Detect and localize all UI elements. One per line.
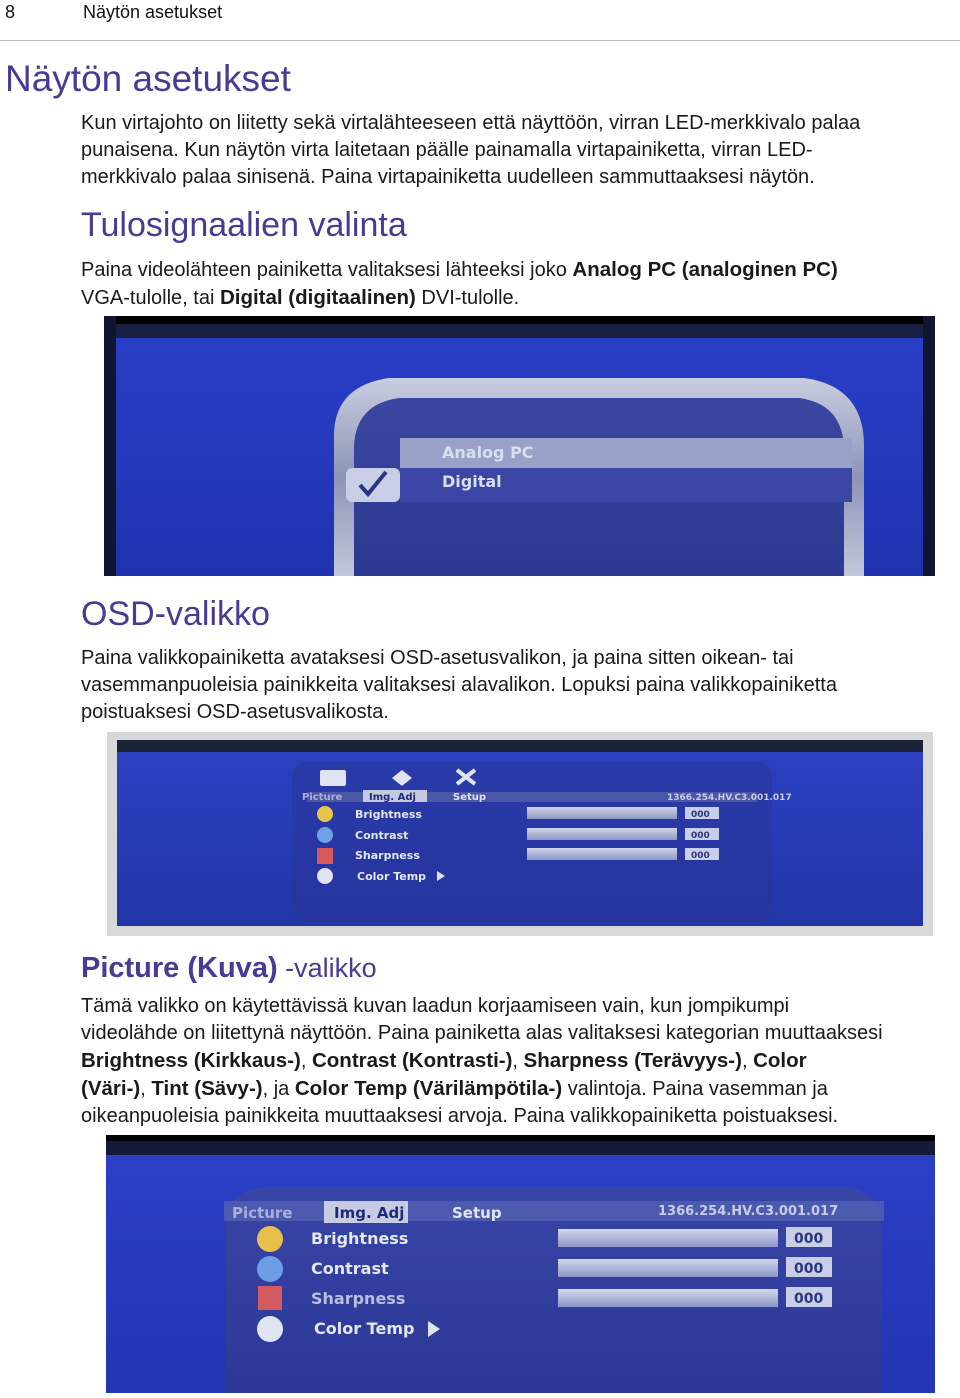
- picture-line-2: videolähde on liitettynä näyttöön. Paina painiketta alas valitaksesi kategorian muuttaaksesi: [81, 1022, 883, 1044]
- picture-menu-title: Picture (Kuva): [81, 952, 278, 984]
- brightness-icon: [257, 1226, 283, 1252]
- separator: ,: [512, 1050, 524, 1072]
- input-line-2: [81, 284, 960, 312]
- picture-paragraph: [81, 993, 960, 1130]
- osd-tab-setup: Setup: [453, 792, 487, 803]
- input-paragraph: [81, 256, 960, 312]
- sharpness-icon: [258, 1286, 282, 1310]
- digital-option: Digital: [442, 472, 502, 491]
- input-line-1: [81, 256, 960, 284]
- picture-menu-title-suffix: -valikko: [277, 953, 377, 983]
- color-temp-term: Color Temp (Värilämpötila-): [294, 1077, 563, 1100]
- osd-closeup-item-color-temp: Color Temp: [314, 1319, 415, 1338]
- color-term: Color: [753, 1049, 807, 1072]
- analog-pc-term: Analog PC (analoginen PC): [572, 258, 838, 281]
- osd-closeup-tab-picture: Picture: [232, 1204, 293, 1222]
- page-header: [0, 0, 960, 41]
- brightness-value: 000: [691, 810, 710, 820]
- separator: ,: [741, 1050, 754, 1072]
- contrast-term: Contrast (Kontrasti-): [311, 1049, 513, 1072]
- picture-line-1: Tämä valikko on käytettävissä kuvan laadun korjaamiseen vain, kun jompikumpi: [81, 995, 790, 1017]
- osd-tab-img-adj: Img. Adj: [369, 792, 416, 803]
- tint-term: Tint (Sävy-): [151, 1077, 263, 1100]
- digital-term: Digital (digitaalinen): [219, 286, 416, 309]
- osd-closeup-resolution: 1366.254.HV.C3.001.017: [658, 1204, 839, 1219]
- input-text: VGA-tulolle, tai: [81, 287, 220, 309]
- osd-tab-picture: Picture: [302, 792, 343, 803]
- osd-item-contrast: Contrast: [355, 829, 409, 842]
- osd-closeup-tab-img-adj: Img. Adj: [334, 1204, 405, 1222]
- color-term-translation: (Väri-): [81, 1077, 141, 1100]
- picture-line-5: oikeanpuoleisia painikkeita muuttaaksesi arvoja. Paina valikkopainiketta poistuaksesi.: [81, 1105, 839, 1127]
- color-temp-icon: [317, 868, 333, 884]
- closeup-sharpness-value: 000: [794, 1291, 824, 1307]
- color-temp-icon: [257, 1316, 283, 1342]
- contrast-icon: [317, 827, 333, 843]
- section-title-picture-menu: [81, 952, 377, 985]
- brightness-term: Brightness (Kirkkaus-): [81, 1049, 301, 1072]
- input-text: DVI-tulolle.: [415, 287, 520, 309]
- intro-line-3: merkkivalo palaa sinisenä. Paina virtapainiketta uudelleen sammuttaaksesi näytön.: [81, 166, 815, 188]
- osd-item-brightness: Brightness: [355, 808, 422, 821]
- input-text: Paina videolähteen painiketta valitaksesi lähteeksi joko: [81, 259, 573, 281]
- page-number: 8: [5, 2, 16, 22]
- picture-line-3: [81, 1047, 960, 1075]
- osd-line-1: Paina valikkopainiketta avataksesi OSD-asetusvalikon, ja paina sitten oikean- tai: [81, 647, 794, 669]
- sharpness-value: 000: [691, 851, 710, 861]
- osd-line-3: poistuaksesi OSD-asetusvalikosta.: [81, 701, 389, 723]
- brightness-icon: [317, 806, 333, 822]
- osd-line-2: vasemmanpuoleisia painikkeita valitaksesi alavalikon. Lopuksi paina valikkopainiketta: [81, 674, 837, 696]
- closeup-brightness-value: 000: [794, 1231, 824, 1247]
- section-title-osd-menu: OSD-valikko: [81, 595, 270, 633]
- osd-menu-photo: [107, 732, 933, 936]
- input-source-photo: [104, 316, 935, 576]
- picture-line-4: [81, 1075, 960, 1103]
- running-title: Näytön asetukset: [83, 2, 223, 22]
- osd-resolution: 1366.254.HV.C3.001.017: [667, 793, 792, 803]
- sharpness-term: Sharpness (Terävyys-): [523, 1049, 742, 1072]
- separator: ,: [140, 1078, 152, 1100]
- osd-paragraph: [81, 645, 960, 726]
- analog-pc-option: Analog PC: [442, 443, 534, 462]
- contrast-value: 000: [691, 831, 710, 841]
- intro-line-1: Kun virtajohto on liitetty sekä virtalähteeseen että näyttöön, virran LED-merkkivalo palaa: [81, 112, 861, 134]
- intro-line-2: punaisena. Kun näytön virta laitetaan päälle painamalla virtapainiketta, virran LED-: [81, 139, 813, 161]
- osd-closeup-item-contrast: Contrast: [311, 1259, 389, 1278]
- osd-item-color-temp: Color Temp: [357, 870, 427, 883]
- section-title-display-settings: Näytön asetukset: [5, 58, 291, 99]
- osd-closeup-tab-setup: Setup: [452, 1204, 502, 1222]
- osd-closeup-item-sharpness: Sharpness: [311, 1289, 406, 1308]
- closeup-contrast-value: 000: [794, 1261, 824, 1277]
- picture-menu-photo: [106, 1135, 935, 1393]
- osd-item-sharpness: Sharpness: [355, 849, 420, 862]
- section-title-input-selection: Tulosignaalien valinta: [81, 206, 407, 244]
- separator: ,: [300, 1050, 312, 1072]
- contrast-icon: [257, 1256, 283, 1282]
- sharpness-icon: [317, 848, 333, 864]
- picture-text: valintoja. Paina vasemman ja: [562, 1078, 828, 1100]
- intro-paragraph: [81, 110, 960, 191]
- osd-closeup-item-brightness: Brightness: [311, 1229, 409, 1248]
- separator: , ja: [262, 1078, 295, 1100]
